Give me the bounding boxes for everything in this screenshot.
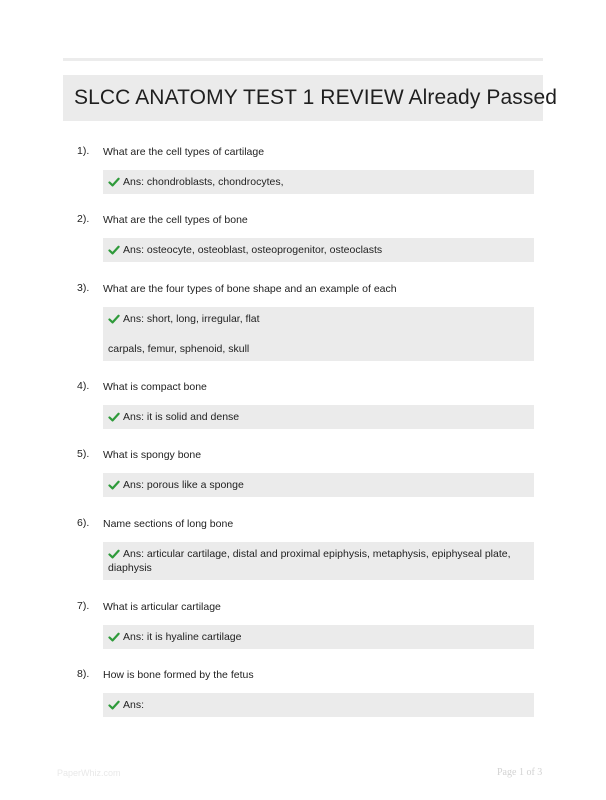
check-icon	[108, 548, 120, 560]
answer-box	[103, 405, 534, 429]
answer-box	[103, 625, 534, 649]
answer-extra-text: diaphysis	[108, 562, 152, 574]
page-title: SLCC ANATOMY TEST 1 REVIEW Already Passed	[74, 86, 558, 109]
question-number: 6).	[77, 517, 90, 529]
question-number: 1).	[77, 145, 90, 157]
check-icon	[108, 699, 120, 711]
page-number-label: Page 1 of 3	[497, 767, 543, 778]
answer-extra-text: carpals, femur, sphenoid, skull	[108, 343, 250, 355]
answer-text: Ans: short, long, irregular, flat	[123, 313, 260, 325]
question-text: What is compact bone	[103, 381, 207, 393]
question-number: 2).	[77, 213, 90, 225]
answer-box	[103, 307, 534, 361]
question-number: 7).	[77, 600, 90, 612]
question-text: What are the four types of bone shape and an example of each	[103, 283, 397, 295]
question-number: 4).	[77, 380, 90, 392]
answer-text: Ans: osteocyte, osteoblast, osteoprogenitor, osteoclasts	[123, 244, 383, 256]
question-text: How is bone formed by the fetus	[103, 669, 254, 681]
question-text: Name sections of long bone	[103, 518, 234, 530]
answer-text: Ans: it is hyaline cartilage	[123, 631, 242, 643]
check-icon	[108, 313, 120, 325]
answer-text: Ans: chondroblasts, chondrocytes,	[123, 176, 284, 188]
title-box	[63, 75, 558, 121]
answer-text: Ans:	[123, 699, 145, 711]
question-text: What are the cell types of bone	[103, 214, 248, 226]
footer-watermark: PaperWhiz.com	[57, 768, 121, 778]
question-text: What is articular cartilage	[103, 601, 221, 613]
check-icon	[108, 479, 120, 491]
question-number: 8).	[77, 668, 90, 680]
answer-box	[103, 693, 534, 717]
answer-text: Ans: articular cartilage, distal and proximal epiphysis, metaphysis, epiphyseal plate,	[123, 548, 511, 560]
answer-box	[103, 542, 534, 580]
question-text: What is spongy bone	[103, 449, 202, 461]
check-icon	[108, 631, 120, 643]
question-number: 3).	[77, 282, 90, 294]
question-text: What are the cell types of cartilage	[103, 146, 265, 158]
question-number: 5).	[77, 448, 90, 460]
answer-box	[103, 238, 534, 262]
answer-box	[103, 473, 534, 497]
answer-box	[103, 170, 534, 194]
answer-text: Ans: it is solid and dense	[123, 411, 240, 423]
check-icon	[108, 244, 120, 256]
check-icon	[108, 411, 120, 423]
answer-text: Ans: porous like a sponge	[123, 479, 244, 491]
check-icon	[108, 176, 120, 188]
top-rule	[63, 58, 543, 61]
